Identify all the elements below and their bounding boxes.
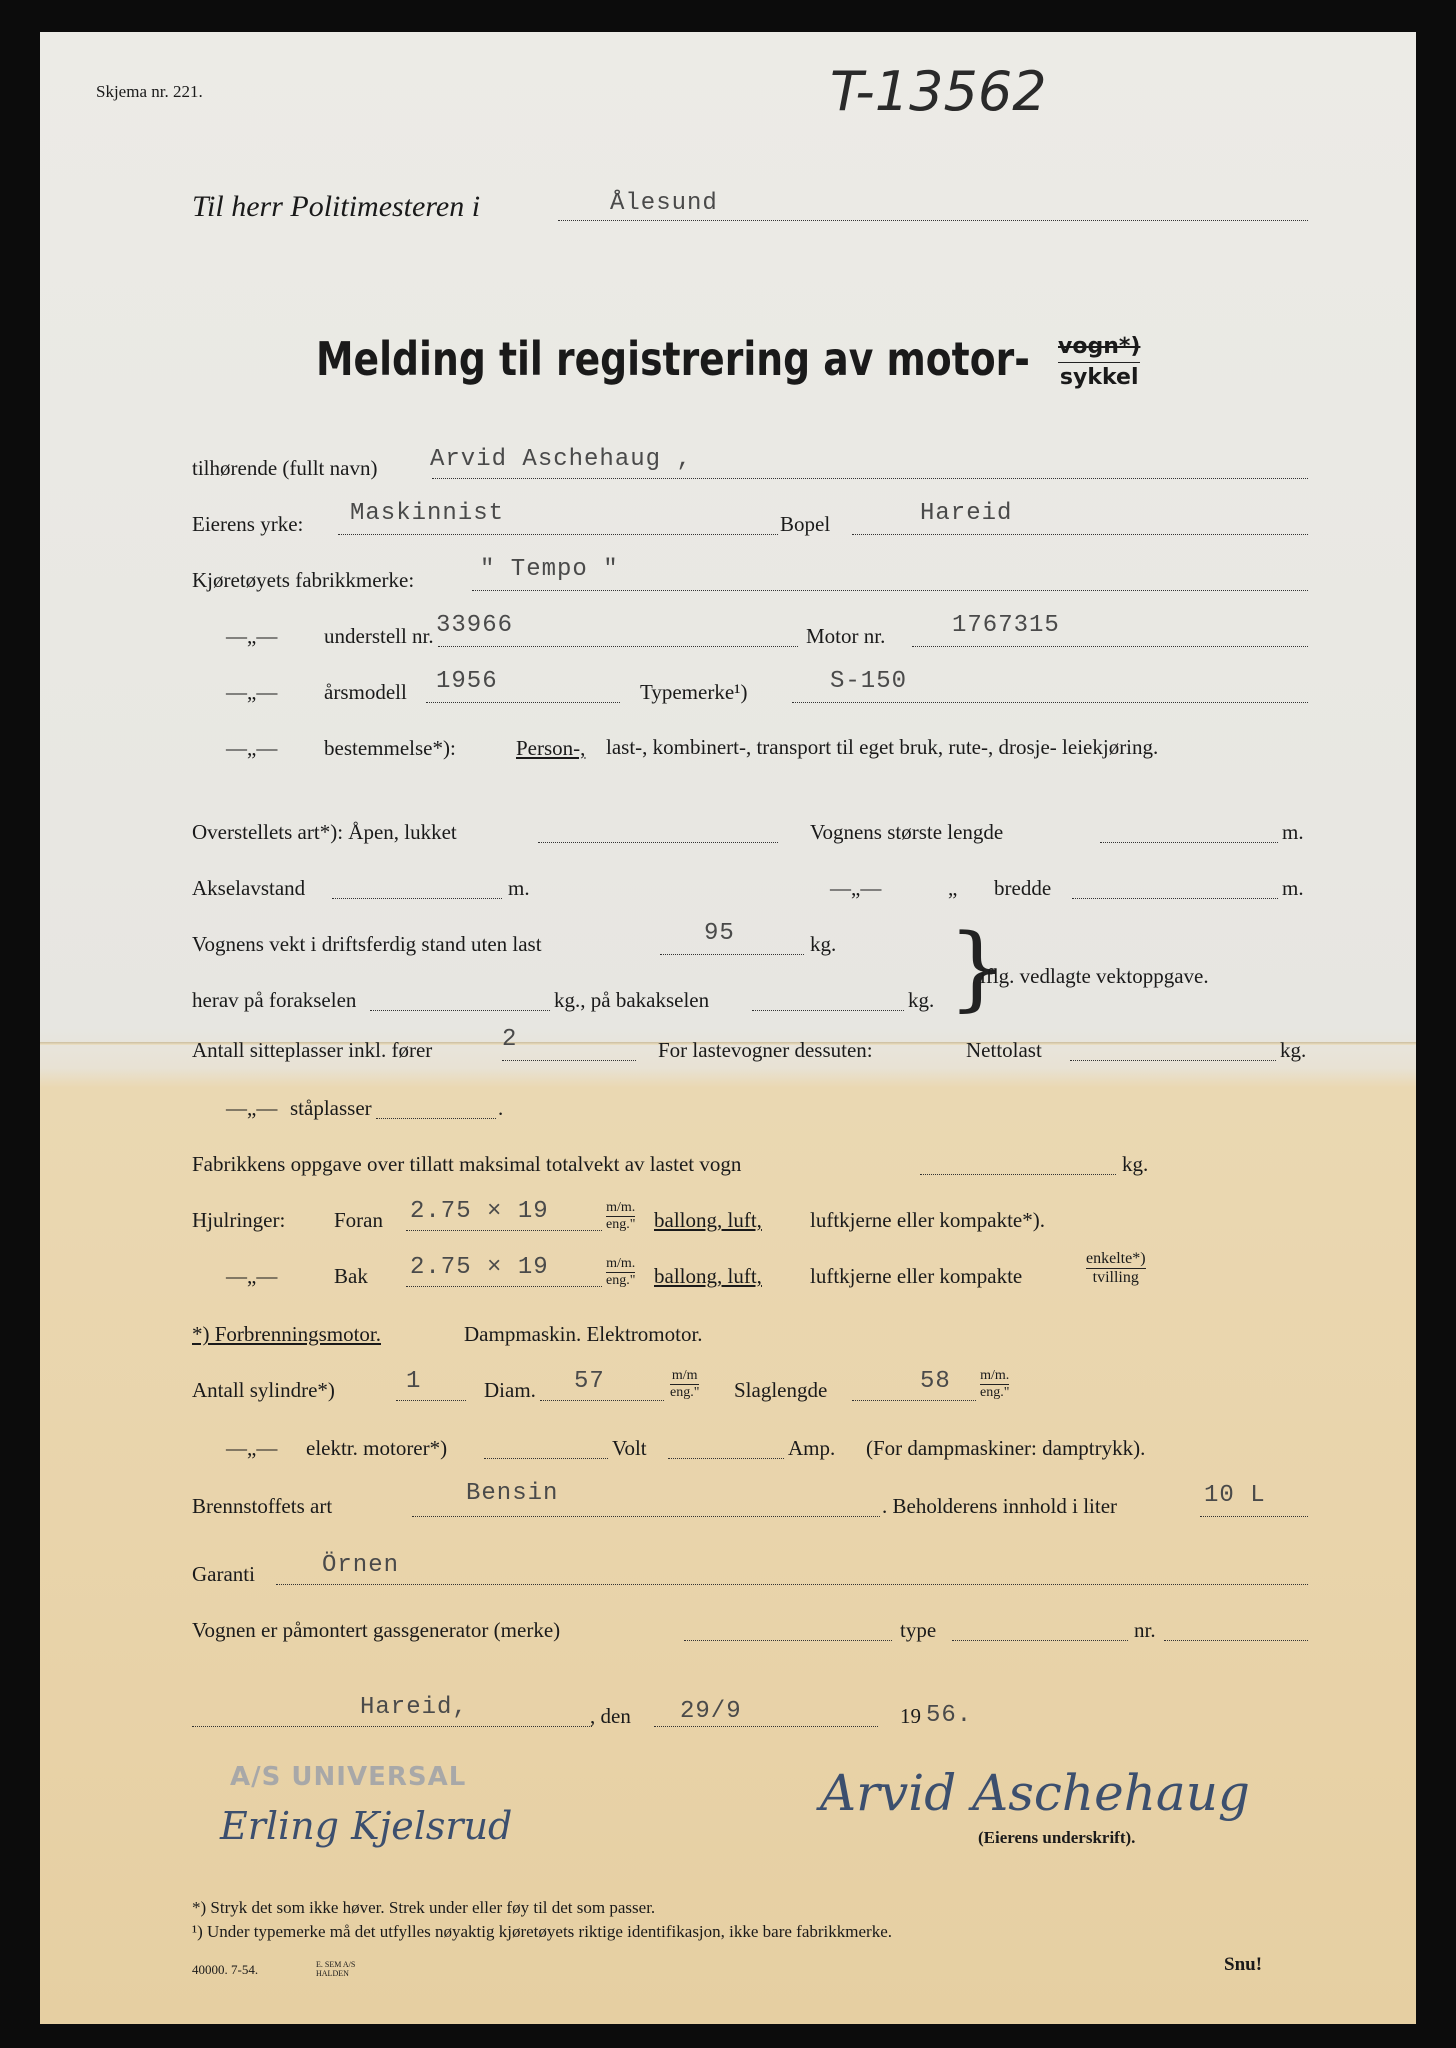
occupation-line bbox=[338, 534, 778, 535]
tyres-rear-line bbox=[406, 1286, 602, 1287]
ditto-3: —„— bbox=[226, 736, 278, 760]
wheelbase-label: Akselavstand bbox=[192, 876, 306, 900]
diam-line bbox=[540, 1400, 664, 1401]
form-sheet bbox=[40, 32, 1416, 2024]
stroke-line bbox=[852, 1400, 976, 1401]
reference-number: T-13562 bbox=[830, 60, 1047, 123]
purpose-label: bestemmelse*): bbox=[324, 736, 456, 760]
standing-period: . bbox=[498, 1096, 504, 1120]
gas-nr-label: nr. bbox=[1134, 1618, 1156, 1642]
rear-axle-line bbox=[752, 1010, 904, 1011]
motor-label: Motor nr. bbox=[806, 624, 886, 648]
tyres-front-label: Foran bbox=[334, 1208, 383, 1232]
printer-code: 40000. 7-54. bbox=[192, 1962, 259, 1977]
signing-date-line bbox=[654, 1726, 878, 1727]
steam-label: (For dampmaskiner: damptrykk). bbox=[866, 1436, 1146, 1460]
cylinders-label: Antall sylindre*) bbox=[192, 1378, 335, 1402]
tyres-front-frac-bottom: eng." bbox=[606, 1217, 636, 1232]
width-line bbox=[1072, 898, 1278, 899]
engine-types-rest: Dampmaskin. Elektromotor. bbox=[464, 1322, 703, 1346]
guarantee-line bbox=[276, 1584, 1308, 1585]
chassis-label: understell nr. bbox=[324, 624, 434, 648]
type-line bbox=[792, 702, 1308, 703]
tyres-rear-type-text: luftkjerne eller kompakte bbox=[810, 1264, 1023, 1288]
turn-over-note: Snu! bbox=[1224, 1954, 1263, 1975]
diam-label: Diam. bbox=[484, 1378, 536, 1402]
ditto-7: —„— bbox=[226, 1436, 278, 1460]
length-label: Vognens største lengde bbox=[810, 820, 1004, 844]
occupation-value: Maskinnist bbox=[350, 500, 505, 527]
stroke-value: 58 bbox=[920, 1368, 951, 1395]
front-axle-line bbox=[370, 1010, 550, 1011]
fuel-value: Bensin bbox=[466, 1480, 559, 1507]
front-axle-label: herav på forakselen bbox=[192, 988, 357, 1012]
stroke-fraction bbox=[980, 1368, 1009, 1401]
length-line bbox=[1100, 842, 1278, 843]
motor-line bbox=[912, 646, 1308, 647]
year-label: årsmodell bbox=[324, 680, 407, 704]
standing-line bbox=[376, 1118, 496, 1119]
max-weight-line bbox=[920, 1174, 1116, 1175]
cylinders-line bbox=[396, 1400, 466, 1401]
occupation-label: Eierens yrke: bbox=[192, 512, 304, 536]
lorry-label: For lastevogner dessuten: bbox=[658, 1038, 873, 1062]
owner-name-value: Arvid Aschehaug , bbox=[430, 446, 692, 473]
ditto-1: —„— bbox=[226, 624, 278, 648]
year-value: 1956 bbox=[436, 668, 498, 695]
tyres-label: Hjulringer: bbox=[192, 1208, 286, 1232]
weight-label: Vognens vekt i driftsferdig stand uten last bbox=[192, 932, 542, 956]
guarantee-label: Garanti bbox=[192, 1562, 255, 1586]
ditto-6: —„— bbox=[226, 1264, 278, 1288]
amp-label: Amp. bbox=[788, 1436, 836, 1460]
length-unit: m. bbox=[1282, 820, 1304, 844]
ditto-5: —„— bbox=[226, 1096, 278, 1120]
stroke-label: Slaglengde bbox=[734, 1378, 828, 1402]
tyres-front-line bbox=[406, 1230, 602, 1231]
max-weight-unit: kg. bbox=[1122, 1152, 1149, 1176]
owner-signature-label: (Eierens underskrift). bbox=[978, 1828, 1136, 1847]
rear-axle-unit: kg. bbox=[908, 988, 935, 1012]
title-frac-bottom: sykkel bbox=[1059, 365, 1139, 390]
wheelbase-line bbox=[332, 898, 502, 899]
title-fraction bbox=[1058, 332, 1140, 393]
standing-label: ståplasser bbox=[290, 1096, 372, 1120]
stamp-signature: Erling Kjelsrud bbox=[220, 1804, 513, 1848]
tyres-front-fraction bbox=[606, 1200, 635, 1233]
signing-place: Hareid, bbox=[360, 1694, 468, 1721]
tank-line bbox=[1200, 1516, 1308, 1517]
tyres-front-type-underlined: ballong, luft, bbox=[654, 1208, 762, 1232]
stroke-frac-top: m/m. bbox=[980, 1368, 1010, 1383]
make-value: " Tempo " bbox=[480, 556, 619, 583]
diam-frac-top: m/m bbox=[671, 1368, 698, 1383]
tank-value: 10 L bbox=[1204, 1482, 1266, 1509]
type-value: S-150 bbox=[830, 668, 908, 695]
netload-unit: kg. bbox=[1280, 1038, 1307, 1062]
footnote-1: *) Stryk det som ikke høver. Strek under eller føy til det som passer. bbox=[192, 1898, 656, 1917]
amp-line bbox=[668, 1458, 784, 1459]
gas-label: Vognen er påmontert gassgenerator (merke) bbox=[192, 1618, 561, 1642]
width-unit: m. bbox=[1282, 876, 1304, 900]
weight-line bbox=[660, 954, 804, 955]
body-label: Overstellets art*): Åpen, lukket bbox=[192, 820, 457, 844]
signing-year-prefix: 19 bbox=[900, 1704, 921, 1728]
ditto-quote: „ bbox=[948, 876, 958, 900]
purpose-text: last-, kombinert-, transport til eget bruk, rute-, drosje- leiekjøring. bbox=[606, 735, 1159, 759]
rear-axle-label: kg., på bakakselen bbox=[554, 988, 710, 1012]
owner-name-label: tilhørende (fullt navn) bbox=[192, 456, 378, 480]
gas-type-label: type bbox=[900, 1618, 937, 1642]
residence-label: Bopel bbox=[780, 512, 831, 536]
body-line bbox=[538, 842, 778, 843]
netload-line bbox=[1070, 1060, 1276, 1061]
schema-number: Skjema nr. 221. bbox=[96, 82, 203, 101]
weight-brace: } bbox=[948, 914, 1007, 1021]
addressee-label: Til herr Politimesteren i bbox=[192, 190, 481, 223]
tank-label: . Beholderens innhold i liter bbox=[882, 1494, 1118, 1518]
max-weight-label: Fabrikkens oppgave over tillatt maksimal totalvekt av lastet vogn bbox=[192, 1152, 742, 1176]
residence-line bbox=[852, 534, 1308, 535]
tyres-front-type-text: luftkjerne eller kompakte*). bbox=[810, 1208, 1045, 1232]
weight-value: 95 bbox=[704, 920, 735, 947]
addressee-value: Ålesund bbox=[610, 190, 718, 217]
tyres-rear-type-underlined: ballong, luft, bbox=[654, 1264, 762, 1288]
motor-value: 1767315 bbox=[952, 612, 1060, 639]
tyres-single-top: enkelte*) bbox=[1086, 1250, 1146, 1267]
type-label: Typemerke¹) bbox=[640, 680, 748, 704]
width-label: bredde bbox=[994, 876, 1052, 900]
tyres-rear-frac-top: m/m. bbox=[606, 1256, 636, 1271]
seats-value: 2 bbox=[502, 1026, 518, 1053]
tyres-rear-value: 2.75 × 19 bbox=[410, 1254, 549, 1281]
tyres-front-frac-top: m/m. bbox=[606, 1200, 636, 1215]
volt-label: Volt bbox=[612, 1436, 647, 1460]
netload-label: Nettolast bbox=[966, 1038, 1042, 1062]
signing-year-suffix: 56. bbox=[926, 1702, 973, 1729]
cylinders-value: 1 bbox=[406, 1368, 422, 1395]
company-stamp: A/S UNIVERSAL bbox=[230, 1762, 467, 1792]
volt-line bbox=[484, 1458, 608, 1459]
form-title: Melding til registrering av motor- bbox=[316, 332, 1030, 386]
gas-type-line bbox=[952, 1640, 1128, 1641]
tyres-rear-label: Bak bbox=[334, 1264, 368, 1288]
printer-name: E. SEM A/S HALDEN bbox=[316, 1960, 356, 1978]
diam-value: 57 bbox=[574, 1368, 605, 1395]
chassis-line bbox=[438, 646, 798, 647]
make-line bbox=[472, 590, 1308, 591]
fuel-line bbox=[412, 1516, 880, 1517]
gas-nr-line bbox=[1164, 1640, 1308, 1641]
guarantee-value: Örnen bbox=[322, 1552, 400, 1579]
signing-place-line bbox=[192, 1726, 592, 1727]
fuel-label: Brennstoffets art bbox=[192, 1494, 333, 1518]
residence-value: Hareid bbox=[920, 500, 1013, 527]
tyres-single-bottom: tvilling bbox=[1092, 1269, 1139, 1286]
seats-line bbox=[502, 1060, 636, 1061]
diam-fraction bbox=[670, 1368, 699, 1401]
tyres-rear-fraction bbox=[606, 1256, 635, 1289]
addressee-line bbox=[558, 220, 1308, 221]
owner-signature: Arvid Aschehaug bbox=[820, 1764, 1250, 1822]
ditto-4: —„— bbox=[830, 876, 882, 900]
seats-label: Antall sitteplasser inkl. fører bbox=[192, 1038, 433, 1062]
diam-frac-bottom: eng." bbox=[670, 1385, 700, 1400]
owner-name-line bbox=[432, 478, 1308, 479]
purpose-underlined: Person-, bbox=[516, 736, 586, 760]
wheelbase-unit: m. bbox=[508, 876, 530, 900]
tyres-rear-frac-bottom: eng." bbox=[606, 1273, 636, 1288]
tyres-rear-single-fraction bbox=[1086, 1250, 1146, 1287]
make-label: Kjøretøyets fabrikkmerke: bbox=[192, 568, 415, 592]
weight-note: iflg. vedlagte vektoppgave. bbox=[980, 964, 1209, 988]
signing-den: , den bbox=[590, 1704, 631, 1728]
stroke-frac-bottom: eng." bbox=[980, 1385, 1010, 1400]
chassis-value: 33966 bbox=[436, 612, 514, 639]
engine-types-underlined: *) Forbrenningsmotor. bbox=[192, 1322, 381, 1346]
footnote-2: ¹) Under typemerke må det utfylles nøyaktig kjøretøyets riktige identifikasjon, ikke bare fabrikkmerke. bbox=[192, 1922, 892, 1941]
ditto-2: —„— bbox=[226, 680, 278, 704]
weight-unit: kg. bbox=[810, 932, 837, 956]
electric-label: elektr. motorer*) bbox=[306, 1436, 448, 1460]
gas-make-line bbox=[684, 1640, 892, 1641]
signing-date: 29/9 bbox=[680, 1698, 742, 1725]
title-frac-top: vogn*) bbox=[1058, 332, 1140, 363]
tyres-front-value: 2.75 × 19 bbox=[410, 1198, 549, 1225]
year-line bbox=[426, 702, 620, 703]
